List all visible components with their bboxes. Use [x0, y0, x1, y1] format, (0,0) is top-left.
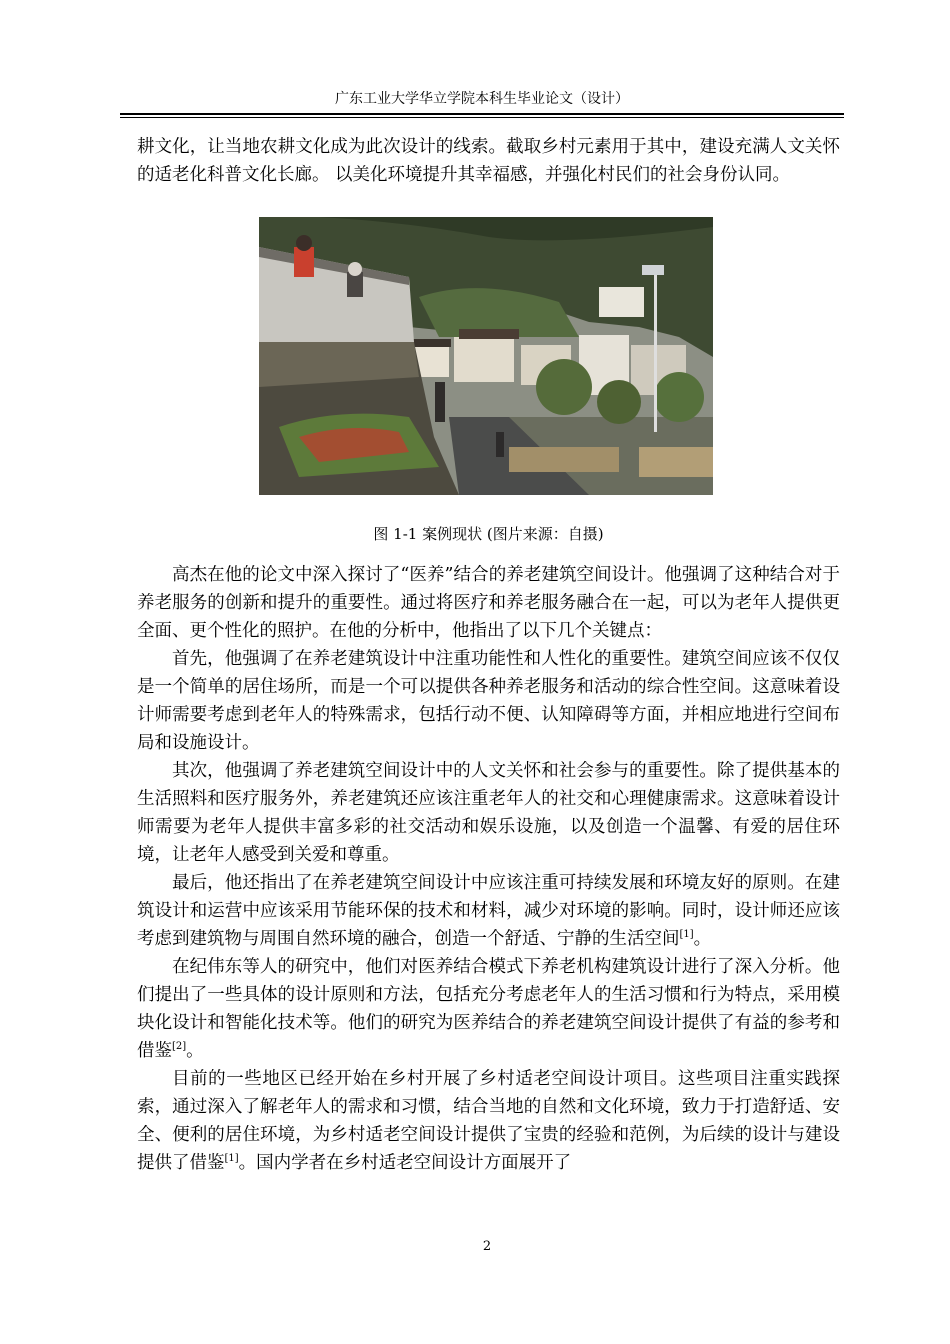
- paragraph-6-tail: 。国内学者在乡村适老空间设计方面展开了: [238, 1153, 572, 1173]
- paragraph-2-text: 首先，他强调了在养老建筑设计中注重功能性和人性化的重要性。建筑空间应该不仅仅是一个简单的居住场所，而是一个可以提供各种养老服务和活动的综合性空间。这意味着设计师需要考虑到老年人的特殊需求，包括行动不便、认知障碍等方面，并相应地进行空间布局和设施设计。: [137, 649, 840, 753]
- paragraph-3-text: 其次，他强调了养老建筑空间设计中的人文关怀和社会参与的重要性。除了提供基本的生活照料和医疗服务外，养老建筑还应该注重老年人的社交和心理健康需求。这意味着设计师需要为老年人提供丰富多彩的社交活动和娱乐设施，以及创造一个温馨、有爱的居住环境，让老年人感受到关爱和尊重。: [137, 761, 840, 865]
- citation-marker: [1]: [224, 1153, 239, 1164]
- header-rule-thick: [120, 113, 844, 115]
- paragraph-3: [137, 757, 840, 869]
- paragraph-1: [137, 561, 840, 645]
- citation-marker: [2]: [172, 1041, 187, 1052]
- paragraph-5-text: 在纪伟东等人的研究中，他们对医养结合模式下养老机构建筑设计进行了深入分析。他们提出了一些具体的设计原则和方法，包括充分考虑老年人的生活习惯和行为特点，采用模块化设计和智能化技术等。他们的研究为医养结合的养老建筑空间设计提供了有益的参考和借鉴: [137, 957, 840, 1061]
- paragraph-6-text: 目前的一些地区已经开始在乡村开展了乡村适老空间设计项目。这些项目注重实践探索，通过深入了解老年人的需求和习惯，结合当地的自然和文化环境，致力于打造舒适、安全、便利的居住环境，为乡村适老空间设计提供了宝贵的经验和范例，为后续的设计与建设提供了借鉴: [137, 1069, 840, 1173]
- paragraph-4: [137, 869, 840, 953]
- paragraph-5-tail: 。: [186, 1041, 204, 1061]
- paragraph-4-tail: 。: [693, 929, 712, 949]
- paragraph-6: [137, 1065, 840, 1177]
- page-number: 2: [482, 1239, 492, 1254]
- paragraph-2: [137, 645, 840, 757]
- case-photo: [259, 217, 713, 495]
- main-text-block: [137, 561, 840, 1177]
- running-header: 广东工业大学华立学院本科生毕业论文（设计）: [335, 91, 629, 107]
- figure-caption: 图 1-1 案例现状 (图片来源：自摄): [373, 525, 604, 543]
- intro-text-block: [137, 133, 840, 189]
- paragraph-4-text: 最后，他还指出了在养老建筑空间设计中应该注重可持续发展和环境友好的原则。在建筑设计和运营中应该采用节能环保的技术和材料，减少对环境的影响。同时，设计师还应该考虑到建筑物与周围自然环境的融合，创造一个舒适、宁静的生活空间: [137, 873, 840, 949]
- citation-marker: [1]: [679, 929, 694, 940]
- paragraph-5: [137, 953, 840, 1065]
- header-rule-thin: [120, 117, 844, 118]
- paragraph-1-text: 高杰在他的论文中深入探讨了“医养”结合的养老建筑空间设计。他强调了这种结合对于养老服务的创新和提升的重要性。通过将医疗和养老服务融合在一起，可以为老年人提供更全面、更个性化的照护。在他的分析中，他指出了以下几个关键点：: [137, 565, 840, 641]
- intro-paragraph: 耕文化，让当地农耕文化成为此次设计的线索。截取乡村元素用于其中，建设充满人文关怀的适老化科普文化长廊。 以美化环境提升其幸福感，并强化村民们的社会身份认同。: [137, 137, 840, 185]
